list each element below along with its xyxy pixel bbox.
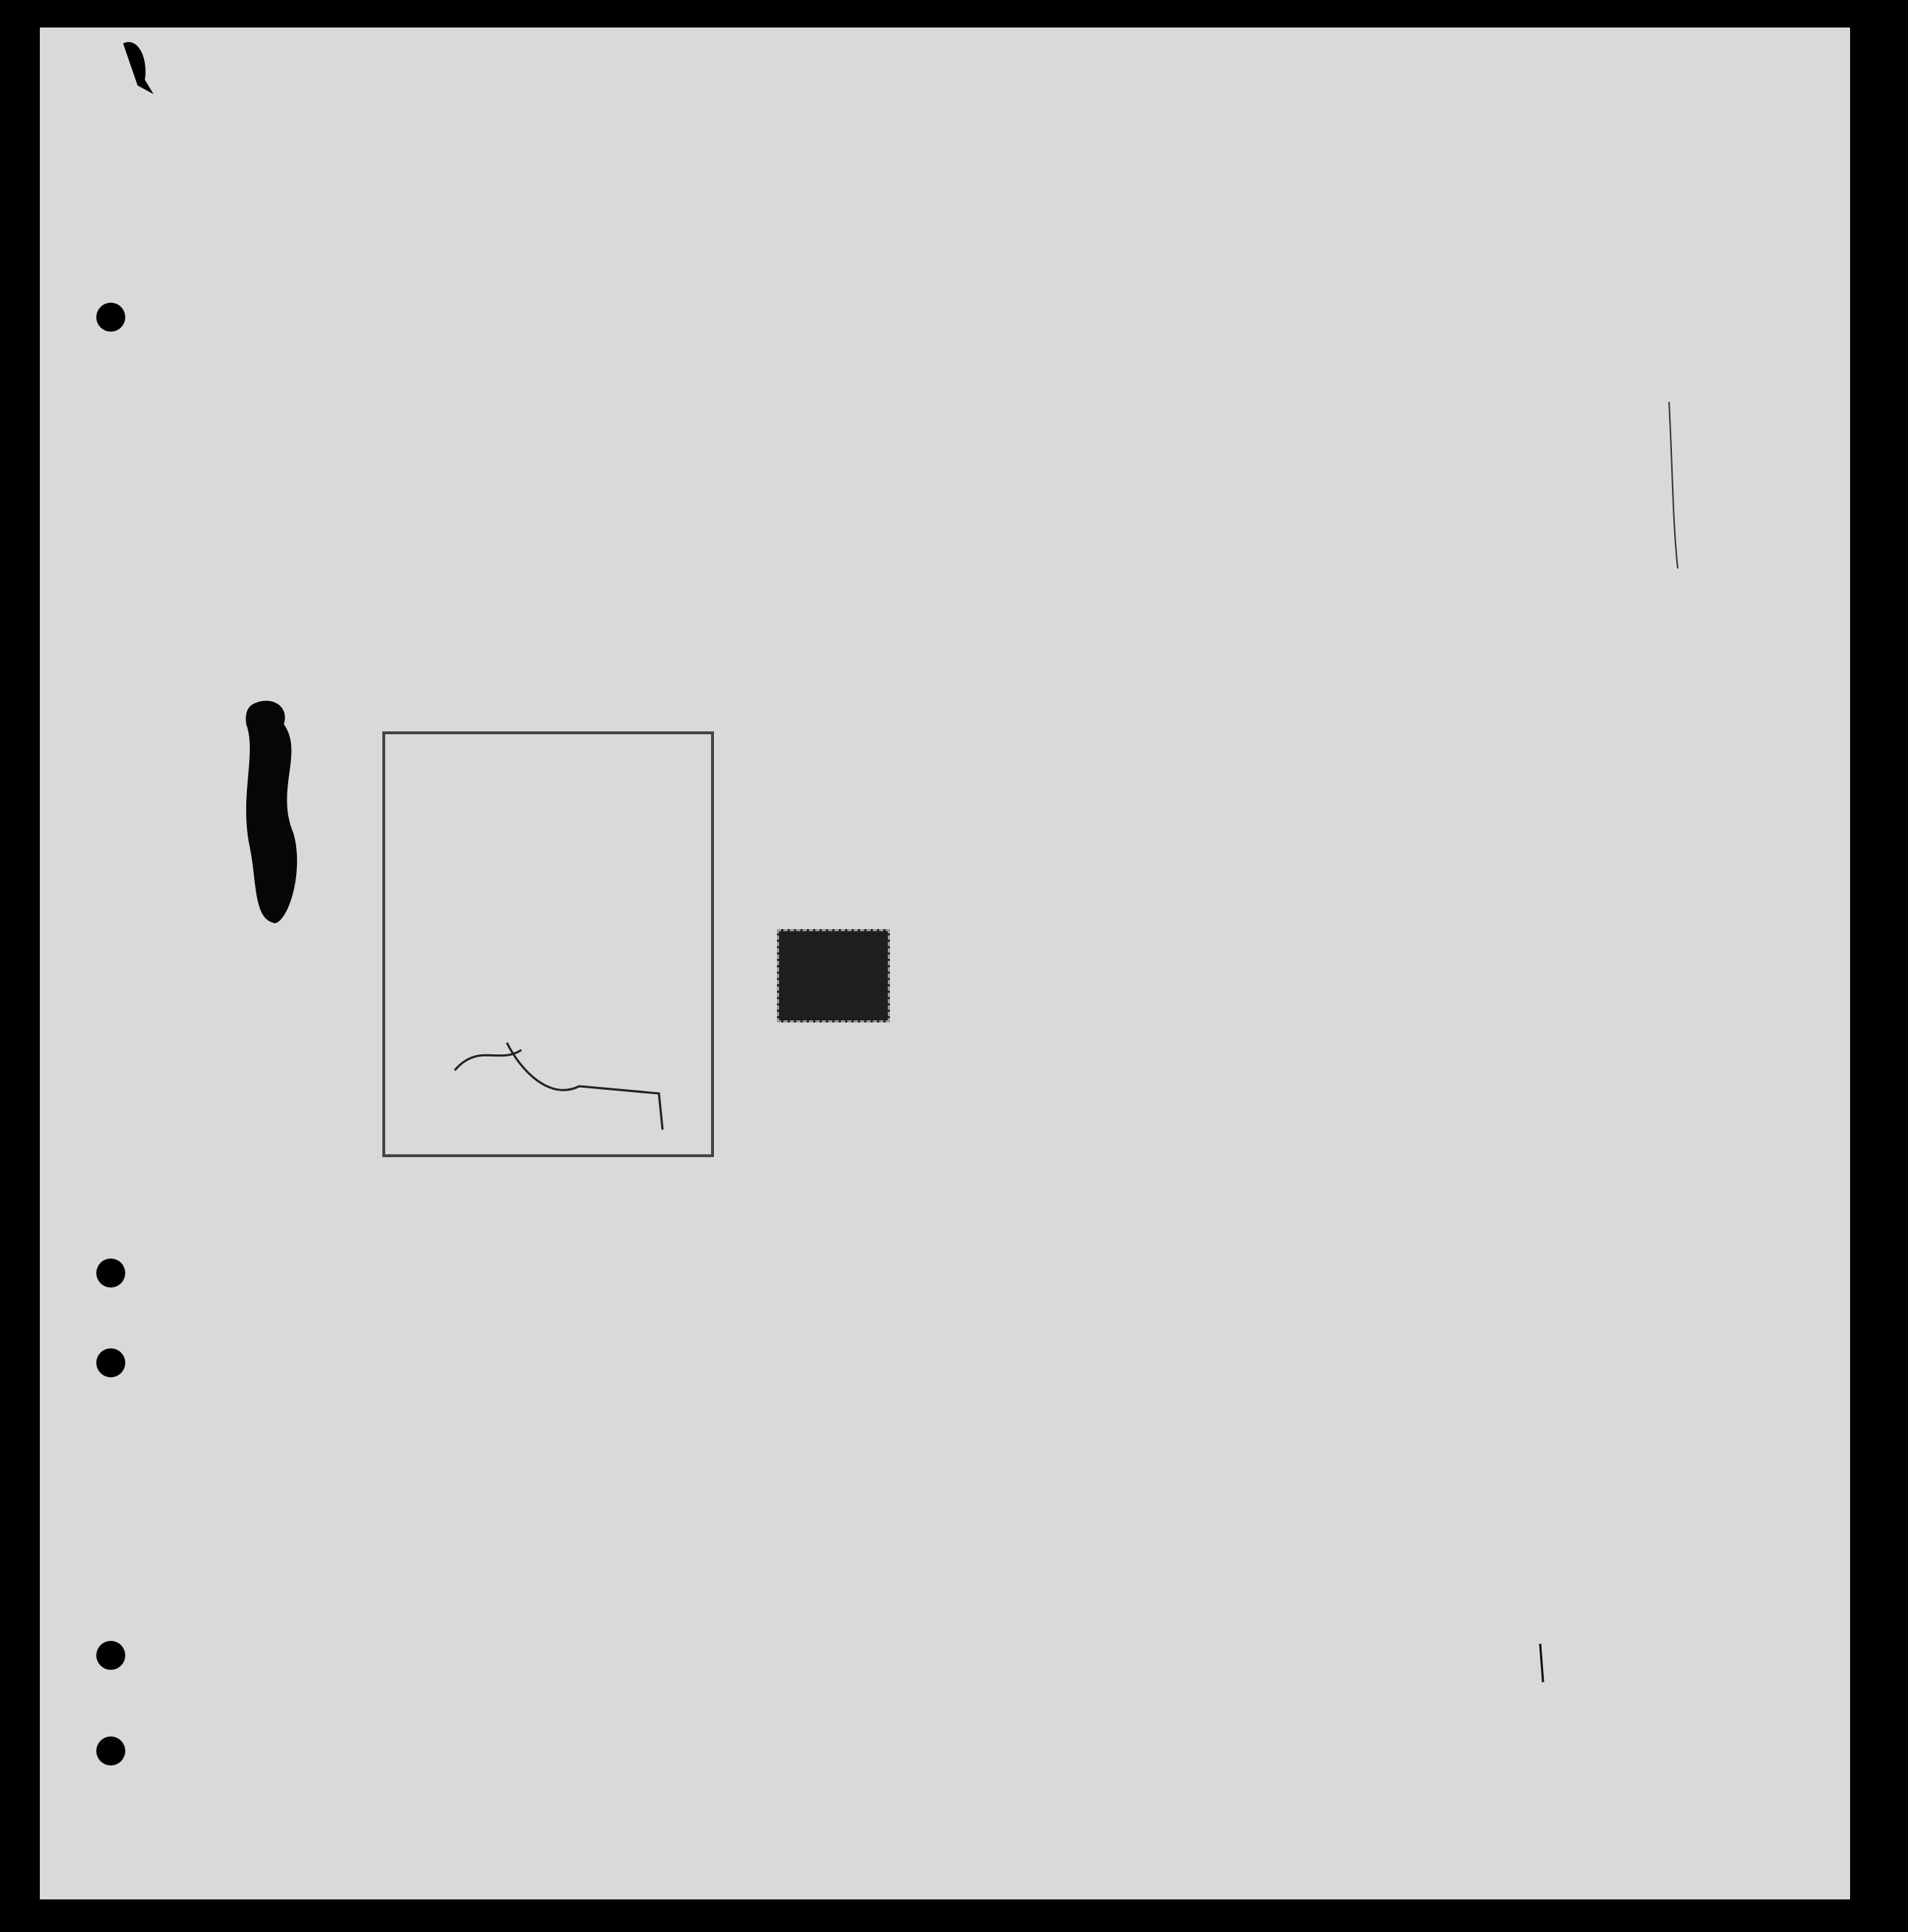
punch-hole bbox=[96, 1348, 125, 1377]
punch-hole bbox=[96, 1641, 125, 1670]
black-ink-blot bbox=[245, 701, 297, 923]
stamp-scrawl bbox=[455, 1043, 663, 1130]
punch-hole bbox=[96, 1259, 125, 1288]
black-ink-blot-2 bbox=[123, 42, 154, 94]
tick-mark-37 bbox=[1540, 1644, 1543, 1682]
action-bracket bbox=[1669, 402, 1678, 568]
punch-hole bbox=[96, 303, 125, 332]
punch-hole bbox=[96, 1736, 125, 1765]
